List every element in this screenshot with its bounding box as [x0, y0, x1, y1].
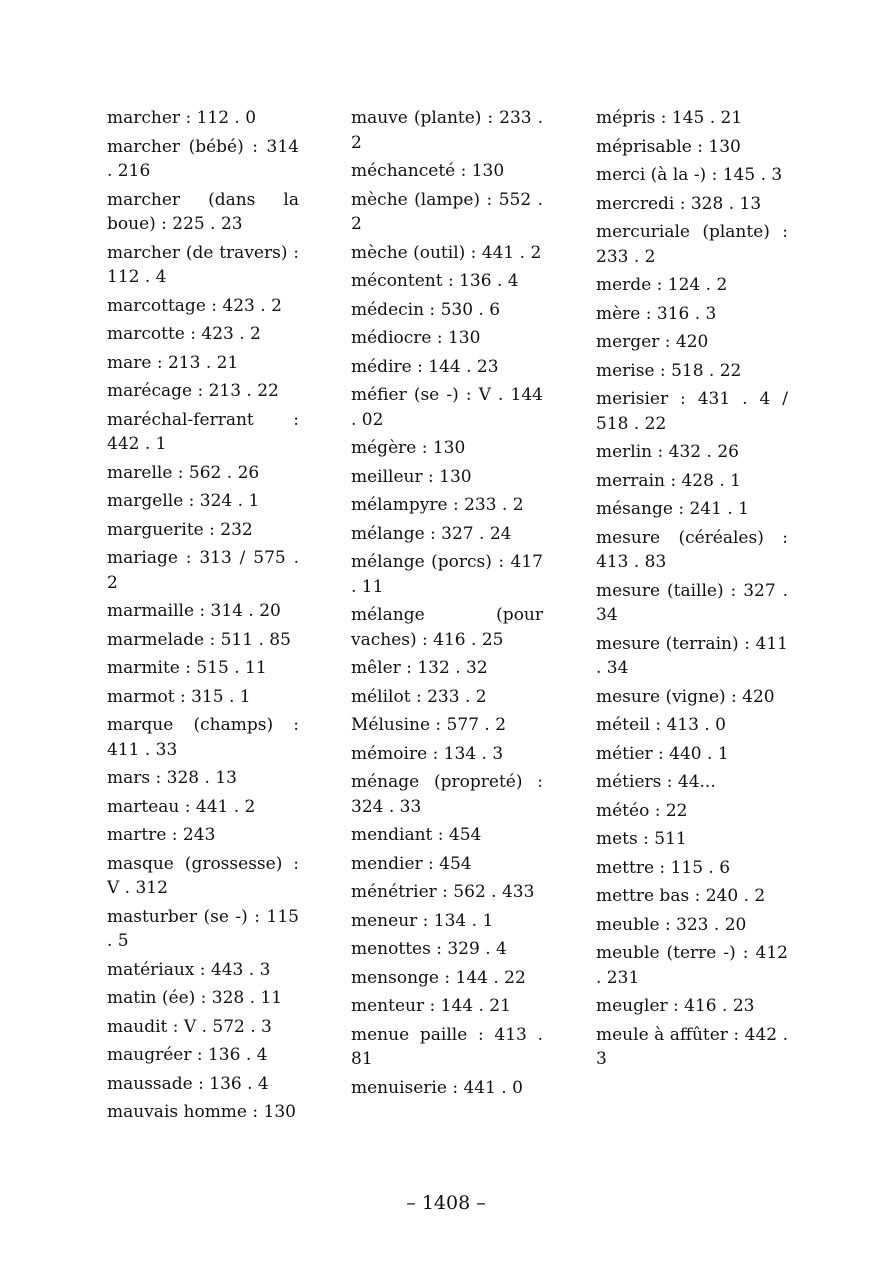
index-entry: marelle : 562 . 26: [107, 462, 260, 483]
page-number: – 1408 –: [406, 1192, 486, 1214]
index-entry: mars : 328 . 13: [107, 768, 237, 788]
index-entry: matin (ée) : 328 . 11: [107, 988, 283, 1008]
index-entry: merise : 518 . 22: [596, 360, 742, 381]
index-entry: Mélusine : 577 . 2: [351, 715, 507, 735]
index-entry: meuble (terre -) : 412 . 231: [596, 943, 788, 988]
index-entry: mercuriale (plante) : 233 . 2: [596, 222, 788, 267]
index-entry: mèche (outil) : 441 . 2: [351, 242, 542, 263]
index-entry: mémoire : 134 . 3: [351, 743, 504, 764]
index-entry: mauve (plante) : 233 . 2: [351, 108, 543, 153]
index-entry: meuble : 323 . 20: [596, 914, 747, 935]
index-entry: menue paille : 413 . 81: [351, 1024, 543, 1069]
index-entry: méfier (se -) : V . 144 . 02: [351, 385, 543, 430]
index-entry: merger : 420: [596, 332, 709, 352]
index-entry: merisier : 431 . 4 / 518 . 22: [596, 389, 788, 434]
index-entry: mets : 511: [596, 829, 687, 849]
index-entry: mégère : 130: [351, 438, 466, 458]
index-entry: mendiant : 454: [351, 825, 482, 845]
index-entry: mélampyre : 233 . 2: [351, 495, 524, 515]
index-entry: merci (à la -) : 145 . 3: [596, 165, 783, 185]
index-entry: mélilot : 233 . 2: [351, 686, 487, 707]
index-entry: marcher (bébé) : 314 . 216: [107, 136, 299, 181]
index-entry: mécontent : 136 . 4: [351, 271, 519, 291]
index-entry: mépris : 145 . 21: [596, 108, 743, 128]
index-entry: médecin : 530 . 6: [351, 299, 501, 320]
index-entry: méprisable : 130: [596, 136, 741, 157]
index-entry: marcottage : 423 . 2: [107, 295, 282, 316]
index-entry: mercredi : 328 . 13: [596, 193, 762, 214]
index-entry: métier : 440 . 1: [596, 743, 729, 764]
index-entry: ménétrier : 562 . 433: [351, 882, 535, 902]
index-entry: margelle : 324 . 1: [107, 491, 260, 511]
index-entry: meugler : 416 . 23: [596, 996, 755, 1016]
index-entry: marcotte : 423 . 2: [107, 324, 261, 344]
index-entry: mère : 316 . 3: [596, 303, 717, 324]
index-entry: ménage (propreté) : 324 . 33: [351, 772, 543, 817]
index-entry: marteau : 441 . 2: [107, 796, 256, 817]
index-entry: mélange (porcs) : 417 . 11: [351, 552, 543, 597]
index-entry: merrain : 428 . 1: [596, 470, 741, 491]
index-column-2: [351, 106, 543, 1104]
index-entry: méteil : 413 . 0: [596, 715, 726, 735]
index-entry: marmot : 315 . 1: [107, 686, 251, 707]
index-entry: mêler : 132 . 32: [351, 658, 488, 678]
index-entry: marécage : 213 . 22: [107, 381, 279, 401]
index-entry: mélange : 327 . 24: [351, 523, 512, 544]
index-entry: mesure (terrain) : 411 . 34: [596, 633, 788, 678]
index-entry: mesure (taille) : 327 . 34: [596, 580, 788, 625]
index-entry: maussade : 136 . 4: [107, 1073, 269, 1094]
index-entry: masturber (se -) : 115 . 5: [107, 906, 299, 951]
index-entry: marmaille : 314 . 20: [107, 601, 281, 621]
index-entry: météo : 22: [596, 800, 688, 821]
index-entry: médiocre : 130: [351, 328, 481, 348]
index-entry: martre : 243: [107, 825, 216, 845]
index-entry: mettre bas : 240 . 2: [596, 886, 766, 906]
index-entry: marmelade : 511 . 85: [107, 629, 291, 650]
index-entry: meule à affûter : 442 . 3: [596, 1024, 788, 1069]
index-entry: mendier : 454: [351, 853, 472, 874]
index-entry: meneur : 134 . 1: [351, 910, 494, 931]
index-column-1: [107, 106, 299, 1129]
index-entry: mésange : 241 . 1: [596, 499, 749, 519]
index-column-3: [596, 106, 788, 1076]
index-entry: métiers : 44...: [596, 772, 716, 792]
index-entry: mauvais homme : 130: [107, 1102, 296, 1122]
index-entry: mélange (pour vaches) : 416 . 25: [351, 605, 543, 650]
index-entry: menuiserie : 441 . 0: [351, 1077, 523, 1098]
index-entry: merlin : 432 . 26: [596, 442, 739, 462]
index-entry: masque (grossesse) : V . 312: [107, 853, 299, 898]
index-entry: méchanceté : 130: [351, 161, 505, 181]
index-entry: marguerite : 232: [107, 519, 253, 540]
index-entry: mesure (vigne) : 420: [596, 686, 775, 707]
index-entry: marque (champs) : 411 . 33: [107, 715, 299, 760]
index-entry: marcher : 112 . 0: [107, 108, 257, 128]
index-entry: merde : 124 . 2: [596, 275, 728, 295]
index-entry: mensonge : 144 . 22: [351, 967, 526, 988]
index-entry: mettre : 115 . 6: [596, 857, 731, 878]
index-entry: mariage : 313 / 575 . 2: [107, 548, 299, 593]
index-entry: marmite : 515 . 11: [107, 658, 267, 678]
index-entry: matériaux : 443 . 3: [107, 959, 271, 980]
index-entry: mesure (céréales) : 413 . 83: [596, 527, 788, 572]
index-entry: meilleur : 130: [351, 466, 472, 487]
index-entry: mèche (lampe) : 552 . 2: [351, 189, 543, 234]
index-entry: menteur : 144 . 21: [351, 996, 511, 1016]
index-entry: marcher (dans la boue) : 225 . 23: [107, 189, 299, 234]
index-entry: maugréer : 136 . 4: [107, 1045, 268, 1065]
index-entry: maréchal-ferrant : 442 . 1: [107, 409, 299, 454]
index-entry: mare : 213 . 21: [107, 352, 239, 373]
index-entry: maudit : V . 572 . 3: [107, 1016, 272, 1037]
index-entry: médire : 144 . 23: [351, 356, 499, 377]
index-entry: marcher (de travers) : 112 . 4: [107, 242, 299, 287]
index-entry: menottes : 329 . 4: [351, 939, 507, 959]
